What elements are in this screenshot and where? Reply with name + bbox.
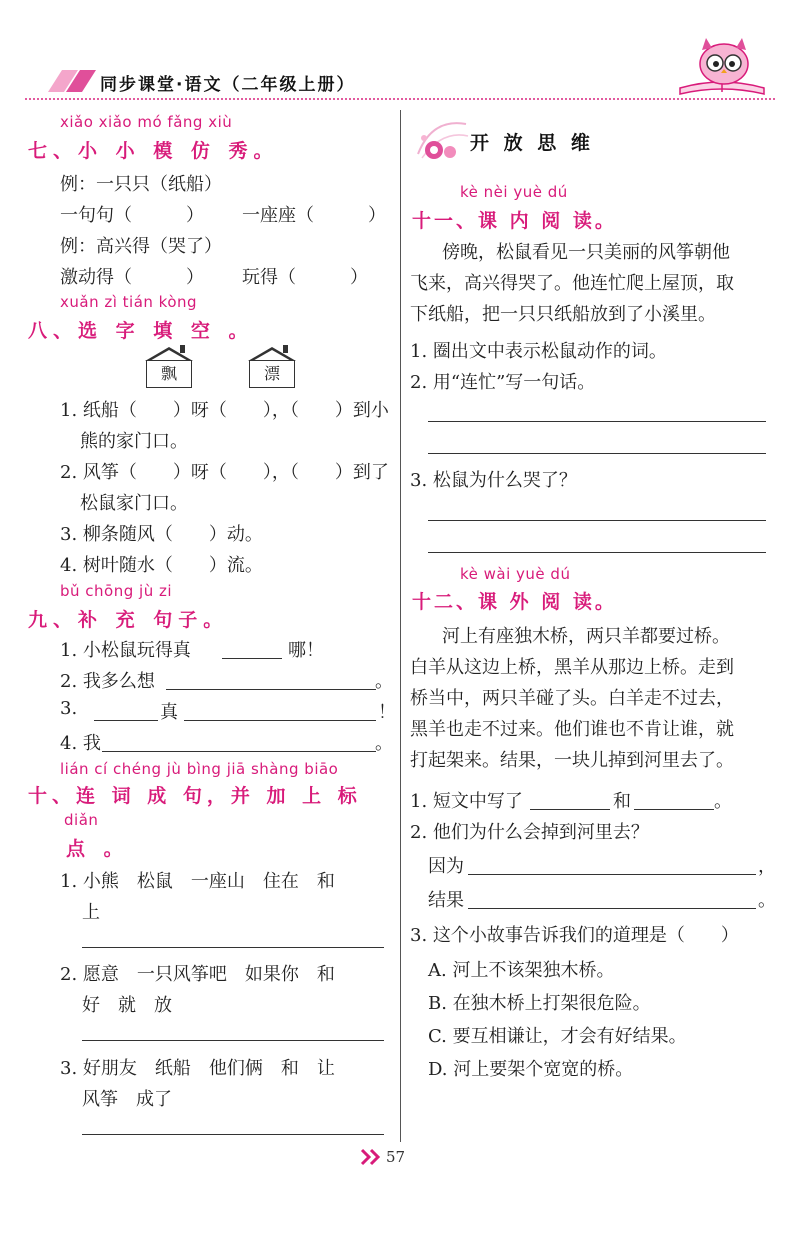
- s11-pinyin: kè nèi yuè dú: [460, 183, 568, 201]
- s11-q1: 1. 圈出文中表示松鼠动作的词。: [410, 341, 667, 362]
- s10-q2-words: 2. 愿意 一只风筝吧 如果你 和: [60, 964, 335, 985]
- s10-pinyin: lián cí chéng jù bìng jiā shàng biāo: [60, 760, 339, 778]
- s7-example-2: 例：高兴得（哭了）: [60, 236, 222, 257]
- s12-passage-line-5: 打起架来。结果，一块儿掉到河里去了。: [410, 750, 734, 771]
- s10-pinyin-2: diǎn: [64, 811, 99, 829]
- s11-passage-line-2: 飞来，高兴得哭了。他连忙爬上屋顶，取: [410, 273, 734, 294]
- s9-q2-blank[interactable]: [166, 689, 376, 690]
- s9-q4-end: 。: [375, 733, 393, 754]
- s12-q1-end: 。: [714, 791, 732, 812]
- s12-q2-because: 因为: [428, 856, 464, 877]
- s11-title: 十一、课 内 阅 读。: [412, 210, 617, 232]
- s10-q3-words: 3. 好朋友 纸船 他们俩 和 让: [60, 1058, 335, 1079]
- s11-q3-answer-line-1[interactable]: [428, 520, 766, 521]
- owl-reading-icon: [676, 36, 768, 98]
- s8-pinyin: xuǎn zì tián kòng: [60, 293, 198, 311]
- s12-q1-text: 1. 短文中写了: [410, 791, 523, 812]
- s11-passage-line-3: 下纸船，把一只只纸船放到了小溪里。: [410, 304, 716, 325]
- s8-q2-line1[interactable]: 2. 风筝（ ）呀（ ），（ ）到了: [60, 462, 389, 483]
- s12-option-b[interactable]: B. 在独木桥上打架很危险。: [428, 993, 651, 1014]
- s12-title: 十二、课 外 阅 读。: [412, 591, 617, 613]
- s9-q3-end: ！: [378, 702, 396, 723]
- banner-title: 开 放 思 维: [470, 132, 594, 154]
- s7-example-1: 例：一只只（纸船）: [60, 174, 222, 195]
- s7-item-2[interactable]: 一座座（ ）: [242, 205, 386, 226]
- s9-q3-mid: 真: [160, 702, 178, 723]
- s12-q1-blank-2[interactable]: [634, 809, 714, 810]
- s12-option-c[interactable]: C. 要互相谦让，才会有好结果。: [428, 1026, 687, 1047]
- s9-title: 九、补 充 句子。: [28, 609, 229, 631]
- s10-q3-answer-line[interactable]: [82, 1134, 384, 1135]
- s10-q3-words-2: 风筝 成了: [82, 1089, 172, 1110]
- s9-q2-end: 。: [375, 671, 393, 692]
- s9-pinyin: bǔ chōng jù zi: [60, 582, 173, 600]
- s9-q1-text: 1. 小松鼠玩得真: [60, 640, 191, 661]
- s12-q2-comma: ，: [758, 856, 776, 877]
- header-title: 同步课堂·语文（二年级上册）: [100, 75, 356, 95]
- s10-q1-answer-line[interactable]: [82, 947, 384, 948]
- s12-pinyin: kè wài yuè dú: [460, 565, 571, 583]
- s9-q4-blank[interactable]: [102, 751, 376, 752]
- s10-q1-words-2: 上: [82, 902, 100, 923]
- word-option-2: 漂: [249, 360, 295, 388]
- s8-q1-line2: 熊的家门口。: [80, 431, 188, 452]
- s9-q4-text: 4. 我: [60, 733, 101, 754]
- s8-q3[interactable]: 3. 柳条随风（ ）动。: [60, 524, 263, 545]
- s11-passage-line-1: 傍晚，松鼠看见一只美丽的风筝朝他: [442, 242, 730, 263]
- word-option-1: 飘: [146, 360, 192, 388]
- s12-passage-line-4: 黑羊也走不过来。他们谁也不肯让谁，就: [410, 719, 734, 740]
- s8-q2-line2: 松鼠家门口。: [80, 493, 188, 514]
- s9-q3-num: 3.: [60, 698, 78, 719]
- s7-item-3[interactable]: 激动得（ ）: [60, 267, 204, 288]
- s11-q2-answer-line-1[interactable]: [428, 421, 766, 422]
- s12-q2: 2. 他们为什么会掉到河里去？: [410, 822, 649, 843]
- s11-q3: 3. 松鼠为什么哭了？: [410, 470, 577, 491]
- s9-q1-blank[interactable]: [222, 658, 282, 659]
- s10-q2-words-2: 好 就 放: [82, 995, 172, 1016]
- s12-q2-result-blank[interactable]: [468, 908, 756, 909]
- s12-q3[interactable]: 3. 这个小故事告诉我们的道理是（ ）: [410, 925, 739, 946]
- double-chevron-right-icon: [360, 1148, 382, 1166]
- s9-q1-end: 哪！: [288, 640, 324, 661]
- s10-title-2: 点 。: [66, 838, 129, 860]
- s12-passage-line-1: 河上有座独木桥，两只羊都要过桥。: [442, 626, 730, 647]
- s7-item-4[interactable]: 玩得（ ）: [242, 267, 368, 288]
- s11-q3-answer-line-2[interactable]: [428, 552, 766, 553]
- s12-q1-blank-1[interactable]: [530, 809, 610, 810]
- s8-q1-line1[interactable]: 1. 纸船（ ）呀（ ），（ ）到小: [60, 400, 389, 421]
- s11-q2: 2. 用“连忙”写一句话。: [410, 372, 596, 393]
- s9-q2-text: 2. 我多么想: [60, 671, 155, 692]
- s7-title: 七、小 小 模 仿 秀。: [28, 140, 279, 162]
- column-divider: [400, 110, 401, 1142]
- s8-q4[interactable]: 4. 树叶随水（ ）流。: [60, 555, 263, 576]
- s9-q3-blank-1[interactable]: [94, 720, 158, 721]
- page-number: 57: [386, 1148, 406, 1166]
- s12-q2-because-blank[interactable]: [468, 874, 756, 875]
- s12-option-d[interactable]: D. 河上要架个宽宽的桥。: [428, 1059, 634, 1080]
- s12-q2-period: 。: [758, 890, 776, 911]
- s8-title: 八、选 字 填 空 。: [28, 320, 254, 342]
- s12-passage-line-2: 白羊从这边上桥，黑羊从那边上桥。走到: [410, 657, 734, 678]
- s10-title: 十、连 词 成 句，并 加 上 标: [28, 785, 362, 807]
- s11-q2-answer-line-2[interactable]: [428, 453, 766, 454]
- s12-q2-result: 结果: [428, 890, 464, 911]
- flower-swirl-icon: [412, 114, 472, 164]
- header-divider: [25, 98, 775, 100]
- s12-passage-line-3: 桥当中，两只羊碰了头。白羊走不过去，: [410, 688, 734, 709]
- header-stripe-icon: [48, 70, 98, 92]
- s9-q3-blank-2[interactable]: [184, 720, 376, 721]
- s7-item-1[interactable]: 一句句（ ）: [60, 205, 204, 226]
- s12-q1-and: 和: [613, 791, 631, 812]
- s10-q1-words: 1. 小熊 松鼠 一座山 住在 和: [60, 871, 335, 892]
- s10-q2-answer-line[interactable]: [82, 1040, 384, 1041]
- s7-pinyin: xiǎo xiǎo mó fǎng xiù: [60, 113, 233, 131]
- s12-option-a[interactable]: A. 河上不该架独木桥。: [428, 960, 615, 981]
